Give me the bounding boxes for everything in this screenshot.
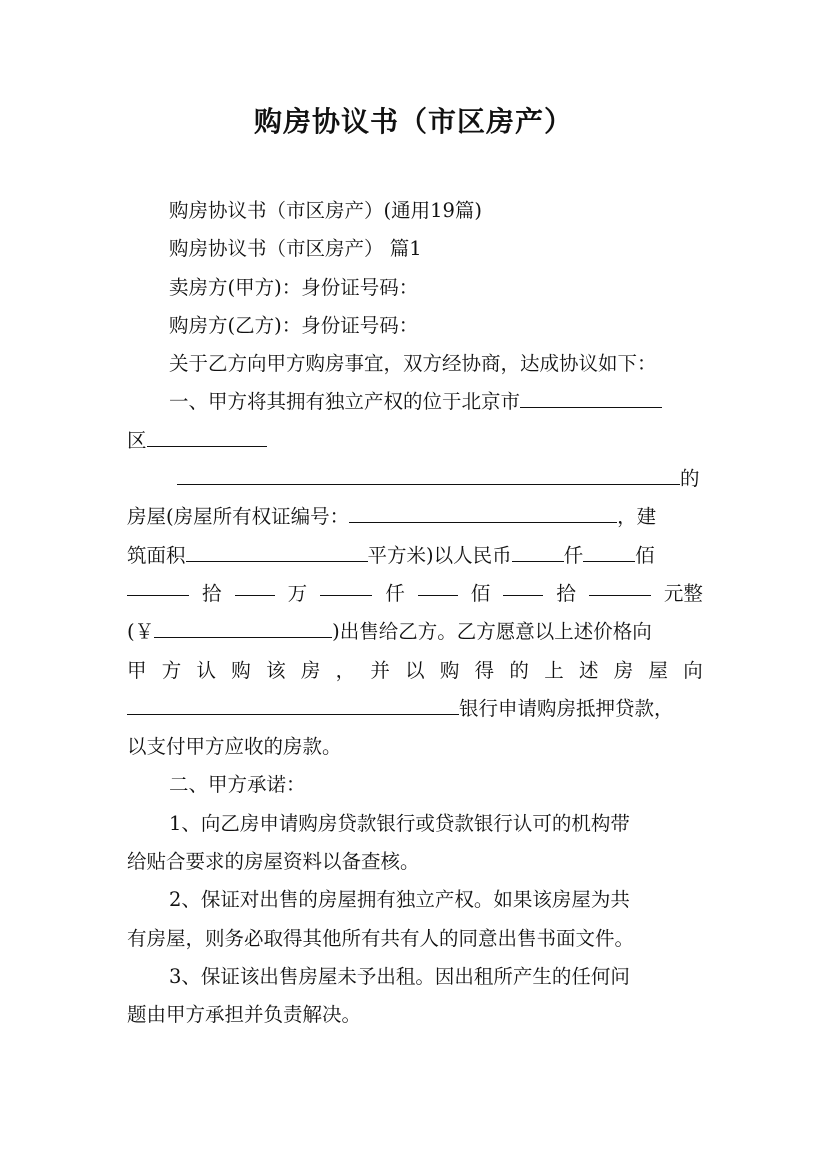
document-title: 购房协议书（市区房产）: [253, 105, 573, 138]
certificate-line: [127, 498, 703, 536]
char: 该: [266, 658, 286, 682]
bank-text: 银行申请购房抵押贷款，: [459, 696, 674, 720]
unit-qian-2: 仟: [385, 581, 405, 605]
justified-line: [127, 652, 703, 690]
unit-bai: 佰: [635, 543, 655, 567]
blank-price-2: [583, 540, 635, 561]
payment-line: 以支付甲方应收的房款。: [127, 735, 342, 759]
char: 以: [405, 658, 425, 682]
blank-price-5: [320, 575, 372, 596]
char: 认: [196, 658, 217, 682]
clause-2-heading: 二、甲方承诺：: [169, 773, 306, 797]
address-suffix: 的: [680, 467, 700, 491]
blank-district: [147, 425, 267, 446]
clause-1-line: [127, 383, 703, 421]
promise-2-line-1: 2、保证对出售的房屋拥有独立产权。如果该房屋为共: [169, 888, 630, 912]
char: 房: [300, 658, 321, 682]
char: 甲: [127, 658, 147, 682]
promise-2-line-2: 有房屋，则务必取得其他所有共有人的同意出售书面文件。: [127, 926, 635, 950]
char: 屋: [648, 658, 668, 682]
certificate-suffix: ，建: [617, 505, 657, 529]
address-line: [127, 460, 703, 498]
promise-1-line-2: 给贴合要求的房屋资料以备查核。: [127, 850, 420, 874]
area-label: 筑面积: [127, 543, 186, 567]
blank-price-3: [127, 575, 189, 596]
blank-city: [520, 387, 662, 408]
unit-yuan: 元整: [663, 581, 703, 605]
unit-shi-2: 拾: [556, 581, 576, 605]
char: 的: [509, 658, 529, 682]
blank-price-6: [418, 575, 458, 596]
char: 购: [439, 658, 460, 682]
unit-bai-2: 佰: [470, 581, 491, 605]
bank-line: [127, 690, 703, 728]
clause-1-text: 一、甲方将其拥有独立产权的位于北京市: [169, 390, 521, 414]
intro-line: 关于乙方向甲方购房事宜，双方经协商，达成协议如下：: [169, 352, 657, 376]
char: 并: [370, 658, 390, 682]
blank-bank: [127, 693, 459, 714]
district-line: [127, 422, 703, 460]
blank-amount: [154, 617, 332, 638]
promise-3-line-1: 3、保证该出售房屋未予出租。因出租所产生的任何问: [169, 964, 630, 988]
blank-price-4: [235, 575, 275, 596]
char: 向: [683, 658, 703, 682]
blank-address: [177, 464, 680, 485]
price-label: 平方米)以人民币: [367, 543, 512, 567]
buyer-line: 购房方(乙方)：身份证号码：: [169, 313, 419, 337]
sale-text: )出售给乙方。乙方愿意以上述价格向: [332, 620, 652, 644]
yuan-prefix: (￥: [127, 620, 155, 644]
promise-1-line-1: 1、向乙房申请购房贷款银行或贷款银行认可的机构带: [169, 811, 630, 835]
char: 得: [474, 658, 495, 682]
blank-area: [186, 540, 368, 561]
unit-qian: 仟: [563, 543, 584, 567]
yuan-amount-line: [127, 613, 703, 651]
seller-line: 卖房方(甲方)：身份证号码：: [169, 275, 419, 299]
char: 述: [578, 658, 599, 682]
blank-price-1: [512, 540, 564, 561]
section-heading: 购房协议书（市区房产） 篇1: [169, 237, 422, 261]
char: 购: [231, 658, 251, 682]
char: 上: [544, 658, 564, 682]
area-price-line: [127, 537, 703, 575]
char: 房: [613, 658, 634, 682]
district-label: 区: [127, 428, 147, 452]
certificate-label: 房屋(房屋所有权证编号：: [127, 505, 350, 529]
unit-shi: 拾: [202, 581, 222, 605]
promise-3-line-2: 题由甲方承担并负责解决。: [127, 1003, 362, 1027]
blank-price-8: [589, 575, 651, 596]
char: 方: [161, 658, 182, 682]
document-body: [127, 192, 703, 1035]
price-words-line: [127, 575, 703, 613]
char: ，: [335, 658, 356, 682]
unit-wan: 万: [287, 581, 308, 605]
blank-certificate: [349, 502, 617, 523]
subtitle-line: 购房协议书（市区房产）(通用19篇): [169, 199, 483, 222]
blank-price-7: [503, 575, 543, 596]
